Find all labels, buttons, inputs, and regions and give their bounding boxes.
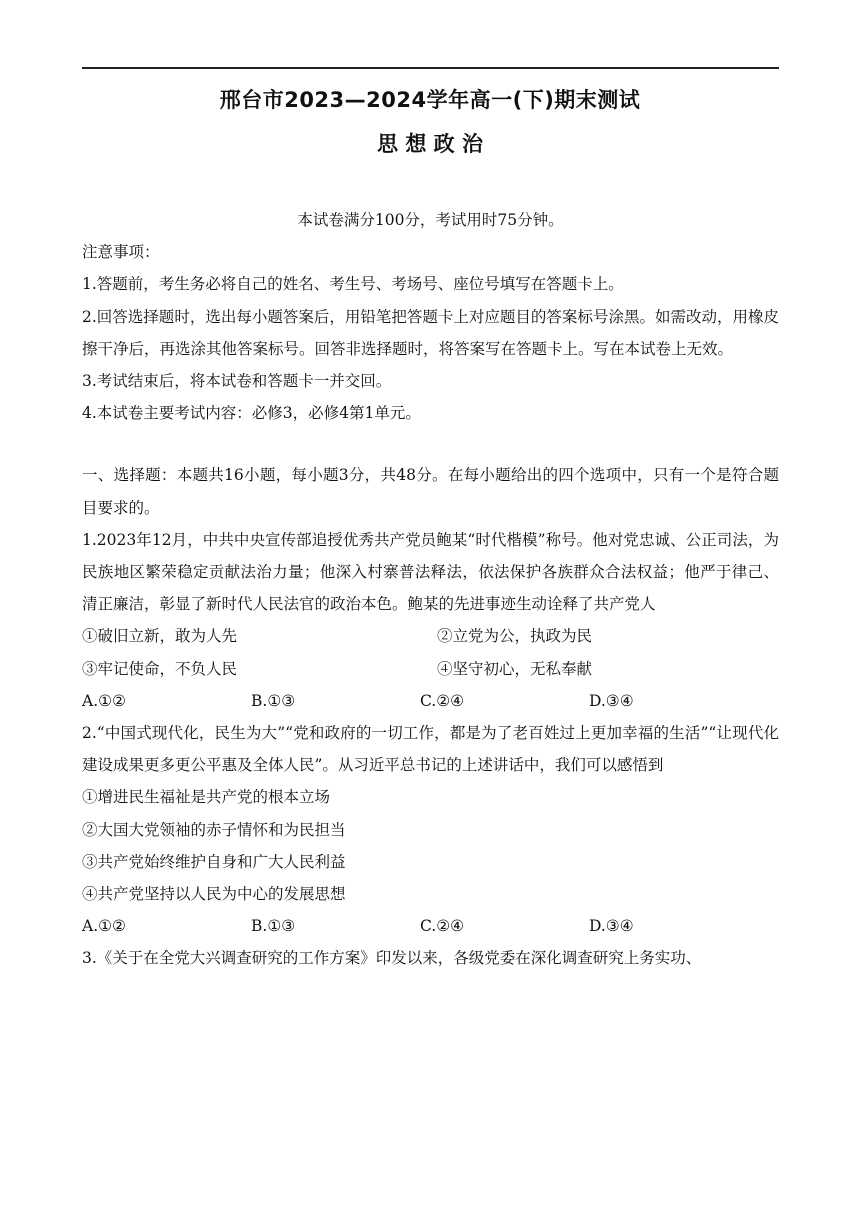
exam-content xyxy=(82,204,779,975)
notice-item: 1.答题前，考生务必将自己的姓名、考生号、考场号、座位号填写在答题卡上。 xyxy=(82,275,624,294)
notice-item: 4.本试卷主要考试内容：必修3，必修4第1单元。 xyxy=(82,404,421,423)
question-stem: 1.2023年12月，中共中央宣传部追授优秀共产党员鲍某“时代楷模”称号。他对党忠诚、公正司法，为民族地区繁荣稳定贡献法治力量；他深入村寨普法释法，依法保护各族群众合法权益；他严于律己、清正廉洁，彰显了新时代人民法官的政治本色。鲍某的先进事迹生动诠释了共产党人 xyxy=(82,530,779,614)
question-stem: 3.《关于在全党大兴调查研究的工作方案》印发以来，各级党委在深化调查研究上务实功、 xyxy=(82,949,702,968)
statement-item: ④共产党坚持以人民为中心的发展思想 xyxy=(82,885,346,904)
question-stem: 2.“中国式现代化，民生为大”“党和政府的一切工作，都是为了老百姓过上更加幸福的生活”“让现代化建设成果更多更公平惠及全体人民”。从习近平总书记的上述讲话中，我们可以感悟到 xyxy=(82,724,779,775)
section-heading: 一、选择题：本题共16小题，每小题3分，共48分。在每小题给出的四个选项中，只有一个是符合题目要求的。 xyxy=(82,466,779,517)
statement-item: ③共产党始终维护自身和广大人民利益 xyxy=(82,852,346,871)
choice-a: A.①② xyxy=(82,917,126,936)
score-line: 本试卷满分100分，考试用时75分钟。 xyxy=(297,211,564,229)
notice-heading: 注意事项： xyxy=(82,243,160,262)
exam-title: 邢台市2023—2024学年高一(下)期末测试 xyxy=(219,88,641,112)
notice-item: 2.回答选择题时，选出每小题答案后，用铅笔把答题卡上对应题目的答案标号涂黑。如需改动，用橡皮擦干净后，再选涂其他答案标号。回答非选择题时，将答案写在答题卡上。写在本试卷上无效。 xyxy=(82,307,779,358)
choice-d: D.③④ xyxy=(589,691,634,710)
choice-c: C.②④ xyxy=(420,691,465,710)
choice-d: D.③④ xyxy=(589,917,634,936)
statement-item: ③牢记使命，不负人民 xyxy=(82,659,238,678)
statement-item: ①破旧立新，敢为人先 xyxy=(82,627,238,646)
statement-item: ②立党为公，执政为民 xyxy=(437,627,593,646)
header-rule xyxy=(82,67,779,69)
exam-subject: 思 想 政 治 xyxy=(377,132,483,156)
choice-row xyxy=(82,685,779,717)
choice-b: B.①③ xyxy=(251,917,296,936)
statement-item: ①增进民生福祉是共产党的根本立场 xyxy=(82,788,331,807)
statement-item: ②大国大党领袖的赤子情怀和为民担当 xyxy=(82,820,346,839)
statement-row xyxy=(82,620,779,652)
choice-c: C.②④ xyxy=(420,917,465,936)
statement-item: ④坚守初心，无私奉献 xyxy=(437,659,593,678)
choice-b: B.①③ xyxy=(251,691,296,710)
choice-a: A.①② xyxy=(82,691,126,710)
statement-row xyxy=(82,653,779,685)
notice-item: 3.考试结束后，将本试卷和答题卡一并交回。 xyxy=(82,372,392,391)
choice-row xyxy=(82,910,779,942)
